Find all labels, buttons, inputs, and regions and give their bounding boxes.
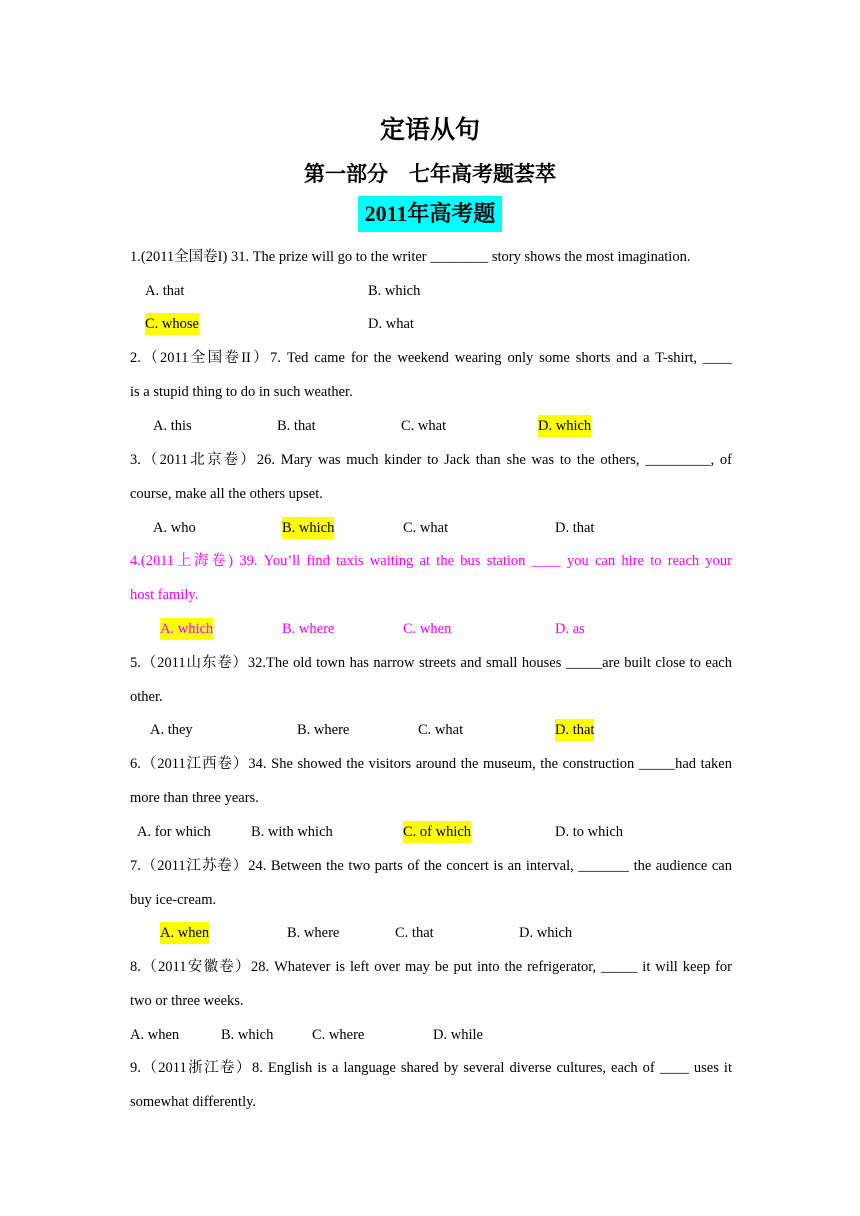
question-3-text: 3.（2011北京卷）26. Mary was much kinder to Jack than she was to the others, _________, of (130, 452, 732, 468)
q5-option-c: C. what (418, 722, 464, 738)
q7-option-c: C. that (395, 925, 434, 941)
question-2-text-cont: is a stupid thing to do in such weather. (130, 384, 353, 400)
q2-option-d-answer: D. which (538, 415, 591, 437)
q2-option-b: B. that (277, 418, 316, 434)
q1-option-b: B. which (368, 283, 421, 299)
q1-option-a: A. that (145, 283, 185, 299)
question-4-text: 4.(2011上海卷) 39. You’ll find taxis waiting at the bus station ____ you can hire to reach your (130, 553, 732, 569)
q4-option-b: B. where (282, 621, 335, 637)
q7-option-b: B. where (287, 925, 340, 941)
document-subtitle: 第一部分 七年高考题荟萃 (304, 162, 556, 186)
q4-option-c: C. when (403, 621, 452, 637)
question-5-text-cont: other. (130, 689, 163, 705)
q4-option-d: D. as (555, 621, 585, 637)
q2-option-c: C. what (401, 418, 447, 434)
q5-option-b: B. where (297, 722, 350, 738)
q8-option-c: C. where (312, 1027, 365, 1043)
q3-option-d: D. that (555, 520, 595, 536)
q1-option-c-answer: C. whose (145, 313, 199, 335)
q3-option-b-answer: B. which (282, 517, 334, 539)
question-4-text-cont: host family. (130, 587, 199, 603)
question-8-text-cont: two or three weeks. (130, 993, 244, 1009)
q6-option-d: D. to which (555, 824, 624, 840)
question-3-text-cont: course, make all the others upset. (130, 486, 323, 502)
q6-option-a: A. for which (137, 824, 211, 840)
question-5-text: 5.（2011山东卷）32.The old town has narrow streets and small houses _____are built close to each (130, 655, 732, 671)
q8-option-d: D. while (433, 1027, 483, 1043)
q2-option-a: A. this (153, 418, 192, 434)
q8-option-a: A. when (130, 1027, 180, 1043)
q6-option-b: B. with which (251, 824, 333, 840)
question-7-text-cont: buy ice-cream. (130, 892, 217, 908)
question-2-text: 2.（2011全国卷II）7. Ted came for the weekend wearing only some shorts and a T-shirt, ____ (130, 350, 732, 366)
q5-option-a: A. they (150, 722, 193, 738)
question-1-text: 1.(2011全国卷I) 31. The prize will go to the writer ________ story shows the most imagination. (130, 249, 691, 265)
q3-option-a: A. who (153, 520, 196, 536)
q4-option-a-answer: A. which (160, 618, 213, 640)
q3-option-c: C. what (403, 520, 449, 536)
question-8-text: 8.（2011安徽卷）28. Whatever is left over may be put into the refrigerator, _____ it will keep for (130, 959, 732, 975)
q6-option-c-answer: C. of which (403, 821, 471, 843)
question-6-text: 6.（2011江西卷）34. She showed the visitors around the museum, the construction _____had taken (130, 756, 732, 772)
question-9-text: 9.（2011浙江卷）8. English is a language shared by several diverse cultures, each of ____ uses it (130, 1060, 732, 1076)
question-7-text: 7.（2011江苏卷）24. Between the two parts of the concert is an interval, _______ the audience can (130, 858, 732, 874)
year-heading: 2011年高考题 (358, 196, 502, 232)
document-title: 定语从句 (379, 115, 480, 144)
q7-option-a-answer: A. when (160, 922, 209, 944)
q1-option-d: D. what (368, 316, 414, 332)
q8-option-b: B. which (221, 1027, 274, 1043)
q5-option-d-answer: D. that (555, 719, 594, 741)
question-6-text-cont: more than three years. (130, 790, 259, 806)
q7-option-d: D. which (519, 925, 573, 941)
question-9-text-cont: somewhat differently. (130, 1094, 257, 1110)
